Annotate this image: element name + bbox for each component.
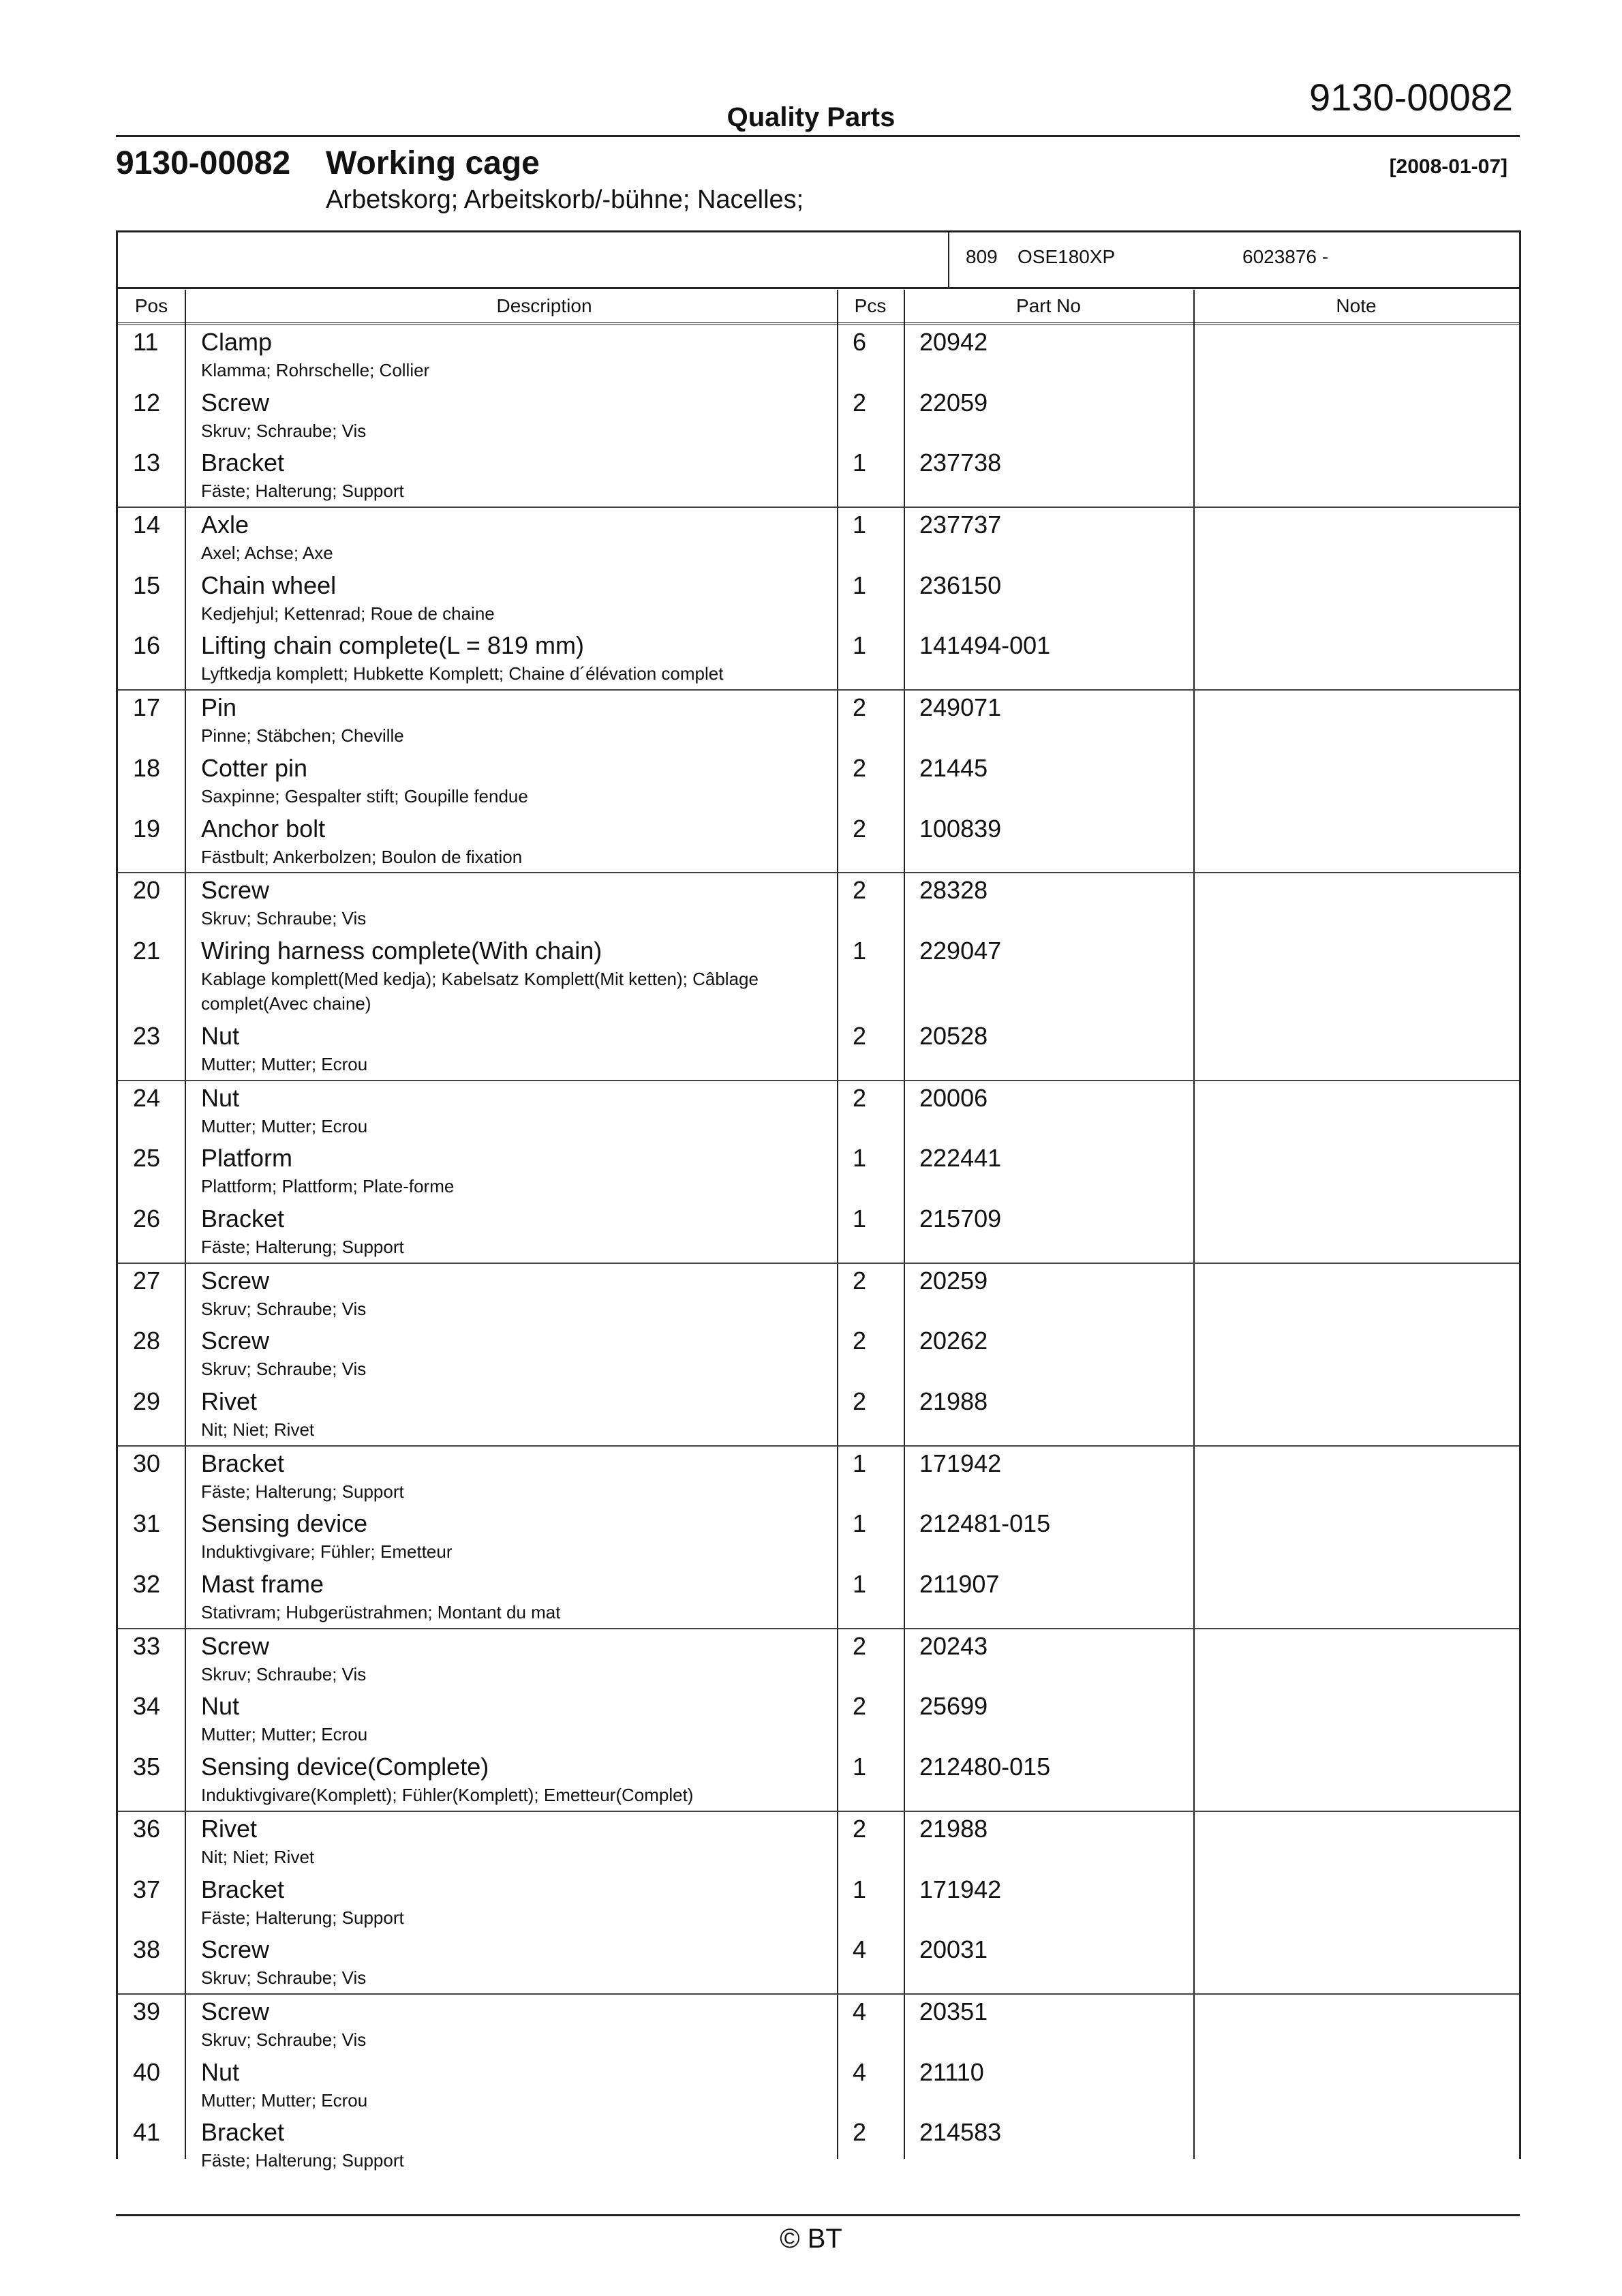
row-pos: 18: [133, 753, 161, 782]
row-quantity: 1: [853, 1449, 867, 1477]
table-row: [118, 446, 1519, 508]
row-part-number: 171942: [919, 1449, 1002, 1477]
table-row: [118, 873, 1519, 934]
row-translation: Skruv; Schraube; Vis: [201, 420, 367, 441]
table-row: [118, 1264, 1519, 1325]
row-quantity: 2: [853, 1692, 867, 1721]
row-quantity: 2: [853, 1387, 867, 1415]
document-number: 9130-00082: [1309, 76, 1513, 119]
row-quantity: 1: [853, 936, 867, 965]
row-pos: 36: [133, 1814, 161, 1843]
table-row: [118, 325, 1519, 386]
row-description: Platform: [201, 1144, 293, 1173]
row-description: Screw: [201, 1935, 270, 1964]
row-part-number: 22059: [919, 388, 988, 417]
row-pos: 13: [133, 449, 161, 477]
row-quantity: 4: [853, 2057, 867, 2086]
row-translation: Plattform; Plattform; Plate-forme: [201, 1176, 455, 1197]
row-description: Bracket: [201, 2118, 285, 2147]
row-translation: Fäste; Halterung; Support: [201, 2150, 404, 2171]
section-title: Working cage: [326, 145, 540, 181]
row-translation: Lyftkedja komplett; Hubkette Komplett; Chaine d´élévation complet: [201, 663, 724, 684]
row-part-number: 21988: [919, 1814, 988, 1843]
row-translation: Skruv; Schraube; Vis: [201, 1298, 367, 1319]
row-description: Screw: [201, 1997, 270, 2025]
footer-copyright: © BT: [780, 2224, 842, 2254]
row-description: Pin: [201, 693, 237, 722]
row-quantity: 1: [853, 1753, 867, 1781]
table-row: [118, 691, 1519, 751]
table-row: [118, 2055, 1519, 2116]
row-pos: 24: [133, 1083, 161, 1112]
row-pos: 11: [133, 328, 159, 356]
row-pos: 39: [133, 1997, 161, 2025]
row-translation: Nit; Niet; Rivet: [201, 1846, 315, 1867]
row-description: Nut: [201, 1083, 240, 1112]
model-band: [118, 232, 1519, 289]
table-row: [118, 1447, 1519, 1507]
row-part-number: 214583: [919, 2118, 1002, 2147]
row-pos: 28: [133, 1327, 161, 1355]
table-row: [118, 508, 1519, 569]
row-part-number: 21445: [919, 753, 988, 782]
row-description: Clamp: [201, 328, 273, 356]
row-part-number: 20031: [919, 1935, 988, 1964]
row-pos: 19: [133, 814, 161, 843]
row-quantity: 2: [853, 814, 867, 843]
row-quantity: 1: [853, 1144, 867, 1173]
row-part-number: 237737: [919, 511, 1002, 539]
row-translation: Skruv; Schraube; Vis: [201, 1663, 367, 1685]
row-description: Screw: [201, 1266, 270, 1295]
row-description: Screw: [201, 1631, 270, 1660]
row-part-number: 237738: [919, 449, 1002, 477]
row-translation: Kedjehjul; Kettenrad; Roue de chaine: [201, 603, 495, 624]
table-row: [118, 1507, 1519, 1567]
row-part-number: 20259: [919, 1266, 988, 1295]
row-translation: Mutter; Mutter; Ecrou: [201, 1053, 368, 1074]
row-quantity: 1: [853, 511, 867, 539]
row-quantity: 2: [853, 1814, 867, 1843]
row-part-number: 100839: [919, 814, 1002, 843]
table-row: [118, 629, 1519, 691]
row-quantity: 1: [853, 631, 867, 660]
row-quantity: 2: [853, 388, 867, 417]
row-description: Bracket: [201, 449, 285, 477]
row-pos: 17: [133, 693, 161, 722]
table-row: [118, 751, 1519, 812]
row-part-number: 141494-001: [919, 631, 1051, 660]
model-name: OSE180XP: [1017, 246, 1116, 267]
row-part-number: 171942: [919, 1875, 1002, 1903]
row-part-number: 20006: [919, 1083, 988, 1112]
model-code: 809: [966, 246, 998, 267]
row-translation: Klamma; Rohrschelle; Collier: [201, 360, 430, 380]
row-translation: Saxpinne; Gespalter stift; Goupille fendue: [201, 785, 528, 806]
row-translation: Fäste; Halterung; Support: [201, 481, 404, 502]
row-part-number: 20942: [919, 328, 988, 356]
row-description: Nut: [201, 2057, 240, 2086]
row-pos: 31: [133, 1509, 161, 1538]
row-translation: Mutter; Mutter; Ecrou: [201, 1115, 368, 1136]
row-pos: 38: [133, 1935, 161, 1964]
row-description: Rivet: [201, 1814, 258, 1843]
row-part-number: 20262: [919, 1327, 988, 1355]
row-quantity: 1: [853, 1509, 867, 1538]
row-part-number: 21110: [919, 2057, 984, 2086]
row-quantity: 2: [853, 1266, 867, 1295]
row-pos: 32: [133, 1570, 161, 1599]
row-description: Screw: [201, 388, 270, 417]
row-description: Sensing device(Complete): [201, 1753, 489, 1781]
footer-divider: [116, 2214, 1520, 2216]
row-pos: 15: [133, 571, 161, 599]
row-part-number: 212481-015: [919, 1509, 1051, 1538]
row-translation: Axel; Achse; Axe: [201, 543, 333, 564]
row-quantity: 4: [853, 1997, 867, 2025]
row-part-number: 229047: [919, 936, 1002, 965]
column-header-note: Note: [1336, 295, 1377, 316]
column-header-pcs: Pcs: [854, 295, 887, 316]
row-description: Cotter pin: [201, 753, 308, 782]
header-divider: [116, 135, 1520, 137]
row-description: Sensing device: [201, 1509, 368, 1538]
row-translation: Skruv; Schraube; Vis: [201, 1359, 367, 1380]
row-translation: Mutter; Mutter; Ecrou: [201, 2089, 368, 2111]
row-part-number: 21988: [919, 1387, 988, 1415]
table-row: [118, 1873, 1519, 1933]
table-row: [118, 1141, 1519, 1202]
row-description: Chain wheel: [201, 571, 337, 599]
table-row: [118, 569, 1519, 629]
row-pos: 40: [133, 2057, 161, 2086]
row-translation: Mutter; Mutter; Ecrou: [201, 1724, 368, 1745]
table-row: [118, 1385, 1519, 1447]
row-pos: 26: [133, 1204, 161, 1233]
brand-title: Quality Parts: [726, 102, 896, 132]
row-quantity: 2: [853, 1083, 867, 1112]
row-description: Axle: [201, 511, 249, 539]
row-pos: 41: [133, 2118, 161, 2147]
table-row: [118, 1750, 1519, 1812]
row-quantity: 2: [853, 1021, 867, 1050]
table-row: [118, 1629, 1519, 1690]
row-part-number: 236150: [919, 571, 1002, 599]
row-pos: 21: [133, 936, 161, 965]
row-description: Nut: [201, 1692, 240, 1721]
row-description: Bracket: [201, 1204, 285, 1233]
table-row: [118, 1202, 1519, 1264]
row-pos: 27: [133, 1266, 161, 1295]
row-quantity: 2: [853, 753, 867, 782]
row-pos: 29: [133, 1387, 161, 1415]
row-quantity: 1: [853, 1204, 867, 1233]
column-header-description: Description: [496, 295, 592, 316]
row-part-number: 211907: [919, 1570, 1000, 1599]
row-pos: 35: [133, 1753, 161, 1781]
row-translation: Pinne; Stäbchen; Cheville: [201, 725, 404, 746]
table-row: [118, 1019, 1519, 1081]
table-row: [118, 1689, 1519, 1750]
row-pos: 23: [133, 1021, 161, 1050]
table-row: [118, 1933, 1519, 1995]
row-quantity: 1: [853, 571, 867, 599]
row-quantity: 2: [853, 1631, 867, 1660]
row-translation: Skruv; Schraube; Vis: [201, 2029, 367, 2050]
row-translation: Fäste; Halterung; Support: [201, 1481, 404, 1502]
column-header-part-no: Part No: [1016, 295, 1081, 316]
row-part-number: 20351: [919, 1997, 988, 2025]
row-pos: 12: [133, 388, 161, 417]
row-quantity: 2: [853, 693, 867, 722]
row-quantity: 2: [853, 876, 867, 905]
row-pos: 34: [133, 1692, 161, 1721]
row-quantity: 1: [853, 1570, 867, 1599]
row-quantity: 4: [853, 1935, 867, 1964]
table-row: [118, 934, 1519, 1019]
row-part-number: 222441: [919, 1144, 1002, 1173]
table-row: [118, 1567, 1519, 1629]
table-row: [118, 1324, 1519, 1385]
row-pos: 20: [133, 876, 161, 905]
row-quantity: 6: [853, 328, 867, 356]
table-row: [118, 2115, 1519, 2176]
row-translation: Kablage komplett(Med kedja); Kabelsatz Komplett(Mit ketten); Câblage complet(Avec chaine): [201, 968, 759, 1014]
table-row: [118, 1081, 1519, 1142]
row-quantity: 2: [853, 2118, 867, 2147]
row-translation: Induktivgivare; Fühler; Emetteur: [201, 1541, 453, 1562]
section-subtitle: Arbetskorg; Arbeitskorb/-bühne; Nacelles;: [326, 185, 804, 214]
row-description: Mast frame: [201, 1570, 324, 1599]
row-part-number: 25699: [919, 1692, 988, 1721]
row-description: Lifting chain complete(L = 819 mm): [201, 631, 584, 660]
row-description: Wiring harness complete(With chain): [201, 936, 602, 965]
row-quantity: 1: [853, 449, 867, 477]
row-quantity: 2: [853, 1327, 867, 1355]
table-header: [118, 290, 1519, 324]
row-translation: Skruv; Schraube; Vis: [201, 1967, 367, 1989]
row-part-number: 249071: [919, 693, 1002, 722]
table-row: [118, 1995, 1519, 2055]
column-header-pos: Pos: [134, 295, 168, 316]
model-band-separator: [948, 232, 949, 287]
row-pos: 16: [133, 631, 161, 660]
row-translation: Fästbult; Ankerbolzen; Boulon de fixation: [201, 846, 523, 867]
row-pos: 33: [133, 1631, 161, 1660]
row-part-number: 215709: [919, 1204, 1002, 1233]
row-description: Screw: [201, 876, 270, 905]
section-code: 9130-00082: [116, 145, 291, 181]
row-translation: Fäste; Halterung; Support: [201, 1907, 404, 1928]
row-quantity: 1: [853, 1875, 867, 1903]
row-description: Rivet: [201, 1387, 258, 1415]
row-part-number: 20243: [919, 1631, 988, 1660]
row-translation: Nit; Niet; Rivet: [201, 1419, 315, 1440]
row-translation: Skruv; Schraube; Vis: [201, 908, 367, 929]
row-translation: Induktivgivare(Komplett); Fühler(Komplett); Emetteur(Complet): [201, 1785, 694, 1806]
model-serial: 6023876 -: [1242, 246, 1329, 267]
table-body: [118, 325, 1519, 2176]
row-description: Bracket: [201, 1449, 285, 1477]
row-part-number: 20528: [919, 1021, 988, 1050]
row-pos: 14: [133, 511, 161, 539]
table-row: [118, 1812, 1519, 1873]
row-pos: 30: [133, 1449, 161, 1477]
table-row: [118, 812, 1519, 874]
parts-table: [116, 230, 1521, 2171]
row-part-number: 28328: [919, 876, 988, 905]
row-part-number: 212480-015: [919, 1753, 1051, 1781]
row-pos: 25: [133, 1144, 161, 1173]
row-translation: Fäste; Halterung; Support: [201, 1236, 404, 1257]
table-row: [118, 386, 1519, 447]
row-description: Screw: [201, 1327, 270, 1355]
row-description: Anchor bolt: [201, 814, 326, 843]
row-description: Nut: [201, 1021, 240, 1050]
row-description: Bracket: [201, 1875, 285, 1903]
section-date: [2008-01-07]: [1389, 155, 1508, 178]
row-pos: 37: [133, 1875, 161, 1903]
row-translation: Stativram; Hubgerüstrahmen; Montant du mat: [201, 1602, 561, 1623]
